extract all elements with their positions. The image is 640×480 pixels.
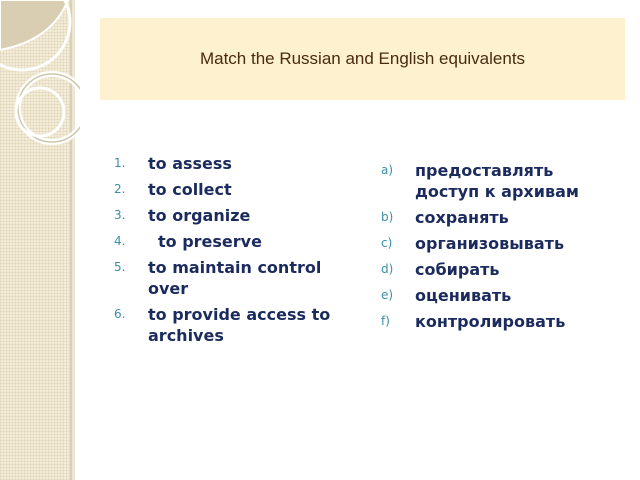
russian-term: оценивать	[415, 286, 512, 305]
list-marker: f)	[381, 314, 390, 328]
russian-term: собирать	[415, 260, 500, 279]
list-item	[381, 233, 621, 254]
russian-term: сохранять	[415, 208, 509, 227]
slide-title: Match the Russian and English equivalents	[199, 49, 526, 68]
list-item	[114, 304, 354, 346]
list-marker: 3.	[114, 208, 126, 222]
small-ring	[16, 88, 64, 136]
list-item	[381, 285, 621, 306]
english-term: to assess	[148, 154, 232, 173]
list-marker: 4.	[114, 234, 126, 248]
list-marker: 2.	[114, 182, 126, 196]
list-item	[381, 259, 621, 280]
english-term: to organize	[148, 206, 251, 225]
list-item	[114, 205, 354, 226]
english-term: to collect	[148, 180, 232, 199]
list-item	[114, 231, 354, 252]
russian-term: предоставлять доступ к архивам	[415, 161, 579, 201]
list-marker: e)	[381, 288, 394, 302]
list-marker: c)	[381, 236, 393, 250]
list-marker: 5.	[114, 260, 126, 274]
list-item	[381, 207, 621, 228]
english-term: to preserve	[158, 232, 262, 251]
list-marker: d)	[381, 262, 394, 276]
list-item	[114, 179, 354, 200]
list-marker: 6.	[114, 307, 126, 321]
english-term: to maintain control over	[148, 258, 322, 298]
list-marker: a)	[381, 163, 394, 177]
list-item	[381, 311, 621, 332]
title-band	[100, 18, 625, 100]
russian-term: организовывать	[415, 234, 565, 253]
russian-terms-list	[381, 160, 621, 337]
corner-leaf-shape	[0, 0, 68, 50]
russian-term: контролировать	[415, 312, 566, 331]
list-item	[114, 153, 354, 174]
list-marker: b)	[381, 210, 394, 224]
english-terms-list	[114, 153, 354, 351]
decorative-circles	[0, 0, 80, 160]
list-marker: 1.	[114, 156, 126, 170]
list-item	[114, 257, 354, 299]
english-term: to provide access to archives	[148, 305, 331, 345]
list-item	[381, 160, 621, 202]
